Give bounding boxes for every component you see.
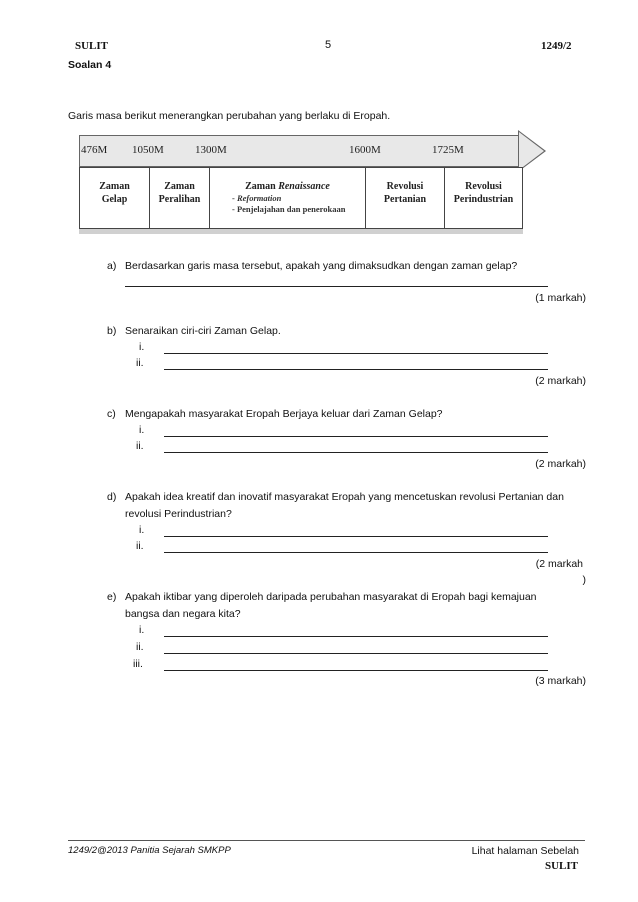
footer-right: Lihat halaman Sebelah bbox=[471, 845, 579, 857]
item-numeral: ii. bbox=[136, 540, 144, 552]
era-label: Revolusi bbox=[465, 181, 502, 192]
answer-line[interactable] bbox=[164, 552, 548, 553]
answer-line[interactable] bbox=[164, 436, 548, 437]
item-numeral: i. bbox=[139, 424, 145, 436]
era-bullet: Penjelajahan dan penerokaan bbox=[236, 204, 346, 214]
section-title: Soalan 4 bbox=[68, 59, 112, 71]
item-numeral: iii. bbox=[133, 658, 143, 670]
timeline-year: 1300M bbox=[195, 144, 227, 156]
timeline-era-box bbox=[444, 167, 523, 229]
timeline-year: 1600M bbox=[349, 144, 381, 156]
era-label: Revolusi bbox=[386, 181, 424, 192]
answer-line[interactable] bbox=[164, 536, 548, 537]
marks-label: (2 markah) bbox=[535, 458, 586, 470]
marks-label: ) bbox=[582, 574, 586, 586]
era-bullet: Reformation bbox=[236, 193, 282, 203]
bullet-icon: - bbox=[232, 204, 237, 214]
timeline-era-box bbox=[209, 167, 366, 229]
item-numeral: i. bbox=[139, 624, 145, 636]
header-right: 1249/2 bbox=[541, 40, 572, 52]
footer-sulit: SULIT bbox=[544, 860, 578, 872]
timeline-figure bbox=[79, 130, 547, 235]
timeline-year: 1050M bbox=[132, 144, 164, 156]
timeline-era-box bbox=[149, 167, 210, 229]
question-text: Senaraikan ciri-ciri Zaman Gelap. bbox=[125, 325, 281, 337]
timeline-era-box bbox=[365, 167, 445, 229]
era-label: Perindustrian bbox=[453, 194, 514, 205]
question-text: Apakah iktibar yang diperoleh daripada perubahan masyarakat di Eropah bagi kemajuan bbox=[125, 591, 537, 603]
answer-line[interactable] bbox=[164, 636, 548, 637]
footer-rule bbox=[68, 840, 585, 841]
item-numeral: ii. bbox=[136, 357, 144, 369]
timeline-era-box bbox=[79, 167, 150, 229]
era-label: Zaman bbox=[164, 181, 195, 192]
answer-line[interactable] bbox=[164, 653, 548, 654]
item-numeral: i. bbox=[139, 341, 145, 353]
item-numeral: ii. bbox=[136, 641, 144, 653]
header-left: SULIT bbox=[75, 40, 109, 52]
marks-label: (2 markah) bbox=[535, 375, 586, 387]
question-letter: d) bbox=[107, 491, 117, 503]
question-text: bangsa dan negara kita? bbox=[125, 608, 241, 620]
intro-text: Garis masa berikut menerangkan perubahan yang berlaku di Eropah. bbox=[68, 110, 391, 122]
question-text: Berdasarkan garis masa tersebut, apakah yang dimaksudkan dengan zaman gelap? bbox=[125, 260, 518, 272]
era-label: Pertanian bbox=[383, 194, 427, 205]
era-label-italic: Renaissance bbox=[278, 181, 330, 192]
marks-label: (3 markah) bbox=[535, 675, 586, 687]
timeline-shadow bbox=[79, 229, 523, 234]
era-label: Zaman bbox=[99, 181, 130, 192]
era-label: Peralihan bbox=[158, 194, 201, 205]
era-label: Zaman bbox=[245, 181, 279, 192]
answer-line[interactable] bbox=[164, 353, 548, 354]
answer-line[interactable] bbox=[164, 369, 548, 370]
era-label: Gelap bbox=[101, 194, 128, 205]
item-numeral: ii. bbox=[136, 440, 144, 452]
question-text: Mengapakah masyarakat Eropah Berjaya keluar dari Zaman Gelap? bbox=[125, 408, 443, 420]
bullet-icon: - bbox=[232, 193, 237, 203]
footer-left: 1249/2@2013 Panitia Sejarah SMKPP bbox=[68, 845, 231, 856]
question-letter: e) bbox=[107, 591, 117, 603]
question-letter: b) bbox=[107, 325, 117, 337]
answer-line[interactable] bbox=[164, 452, 548, 453]
answer-line[interactable] bbox=[125, 286, 548, 287]
question-letter: a) bbox=[107, 260, 117, 272]
question-text: revolusi Perindustrian? bbox=[125, 508, 232, 520]
timeline-year: 476M bbox=[81, 144, 108, 156]
page-number: 5 bbox=[325, 39, 332, 51]
timeline-year: 1725M bbox=[432, 144, 464, 156]
answer-line[interactable] bbox=[164, 670, 548, 671]
marks-label: (1 markah) bbox=[535, 292, 586, 304]
marks-label: (2 markah bbox=[535, 558, 583, 570]
question-text: Apakah idea kreatif dan inovatif masyarakat Eropah yang mencetuskan revolusi Pertanian dan bbox=[125, 491, 564, 503]
item-numeral: i. bbox=[139, 524, 145, 536]
question-letter: c) bbox=[107, 408, 116, 420]
